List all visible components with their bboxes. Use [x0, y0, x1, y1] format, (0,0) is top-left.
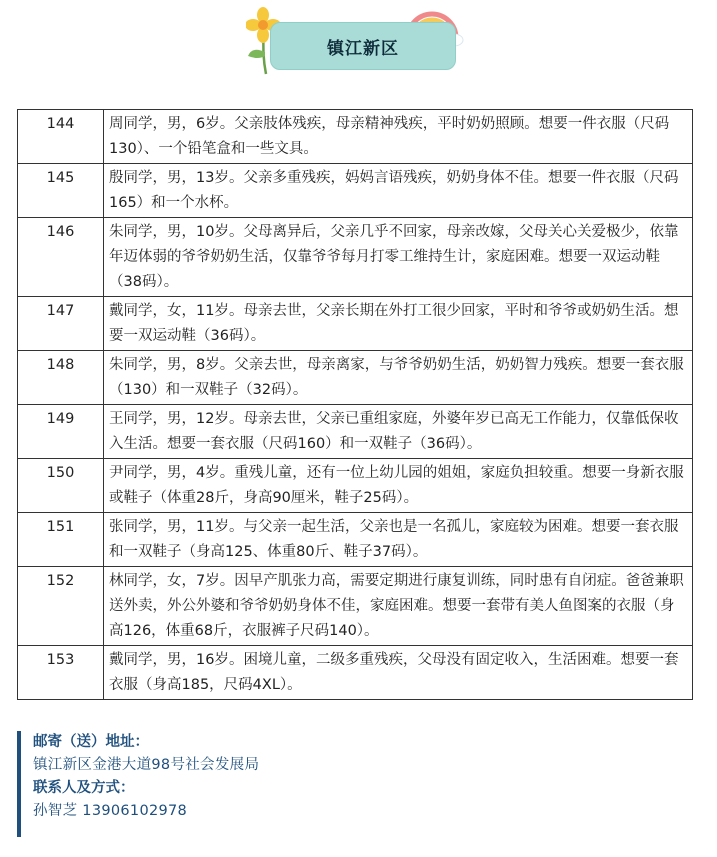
contact-person-phone: 孙智芝 13906102978 [33, 803, 188, 819]
row-number: 147 [18, 297, 104, 351]
row-number: 148 [18, 351, 104, 405]
row-number: 150 [18, 459, 104, 513]
row-number: 146 [18, 218, 104, 297]
row-number: 151 [18, 513, 104, 567]
table-row [18, 351, 693, 405]
row-description: 王同学，男，12岁。母亲去世，父亲已重组家庭，外婆年岁已高无工作能力，仅靠低保收入生活。想要一套衣服（尺码160）和一双鞋子（36码）。 [104, 405, 693, 459]
contact-block [17, 731, 617, 837]
row-description: 林同学，女，7岁。因早产肌张力高，需要定期进行康复训练，同时患有自闭症。爸爸兼职送外卖，外公外婆和爷爷奶奶身体不佳，家庭困难。想要一套带有美人鱼图案的衣服（身高126，体重68斤，衣服裤子尺码140）。 [104, 567, 693, 646]
row-number: 145 [18, 164, 104, 218]
row-description: 尹同学，男，4岁。重残儿童，还有一位上幼儿园的姐姐，家庭负担较重。想要一身新衣服或鞋子（体重28斤，身高90厘米，鞋子25码）。 [104, 459, 693, 513]
table-row [18, 405, 693, 459]
row-description: 戴同学，女，11岁。母亲去世，父亲长期在外打工很少回家，平时和爷爷或奶奶生活。想要一双运动鞋（36码）。 [104, 297, 693, 351]
page-title: 镇江新区 [327, 38, 399, 59]
address-label: 邮寄（送）地址： [33, 734, 149, 750]
region-title-tag [270, 22, 456, 70]
row-description: 周同学，男，6岁。父亲肢体残疾，母亲精神残疾，平时奶奶照顾。想要一件衣服（尺码130）、一个铅笔盒和一些文具。 [104, 110, 693, 164]
table-row [18, 567, 693, 646]
table-row [18, 646, 693, 700]
contact-person-label: 联系人及方式： [33, 780, 135, 796]
row-number: 153 [18, 646, 104, 700]
row-number: 149 [18, 405, 104, 459]
table-row [18, 110, 693, 164]
row-description: 戴同学，男，16岁。困境儿童，二级多重残疾，父母没有固定收入，生活困难。想要一套衣服（身高185，尺码4XL）。 [104, 646, 693, 700]
row-description: 张同学，男，11岁。与父亲一起生活，父亲也是一名孤儿，家庭较为困难。想要一套衣服和一双鞋子（身高125、体重80斤、鞋子37码）。 [104, 513, 693, 567]
table-row [18, 459, 693, 513]
wish-list-table [17, 109, 693, 700]
table-row [18, 164, 693, 218]
table-row [18, 297, 693, 351]
table-row [18, 513, 693, 567]
row-description: 殷同学，男，13岁。父亲多重残疾，妈妈言语残疾，奶奶身体不佳。想要一件衣服（尺码165）和一个水杯。 [104, 164, 693, 218]
row-description: 朱同学，男，8岁。父亲去世，母亲离家，与爷爷奶奶生活，奶奶智力残疾。想要一套衣服（130）和一双鞋子（32码）。 [104, 351, 693, 405]
mailing-address: 镇江新区金港大道98号社会发展局 [33, 757, 260, 773]
row-description: 朱同学，男，10岁。父母离异后，父亲几乎不回家，母亲改嫁，父母关心关爱极少，依靠年迈体弱的爷爷奶奶生活，仅靠爷爷每月打零工维持生计，家庭困难。想要一双运动鞋（38码）。 [104, 218, 693, 297]
row-number: 144 [18, 110, 104, 164]
header-banner [0, 0, 717, 90]
table-row [18, 218, 693, 297]
row-number: 152 [18, 567, 104, 646]
